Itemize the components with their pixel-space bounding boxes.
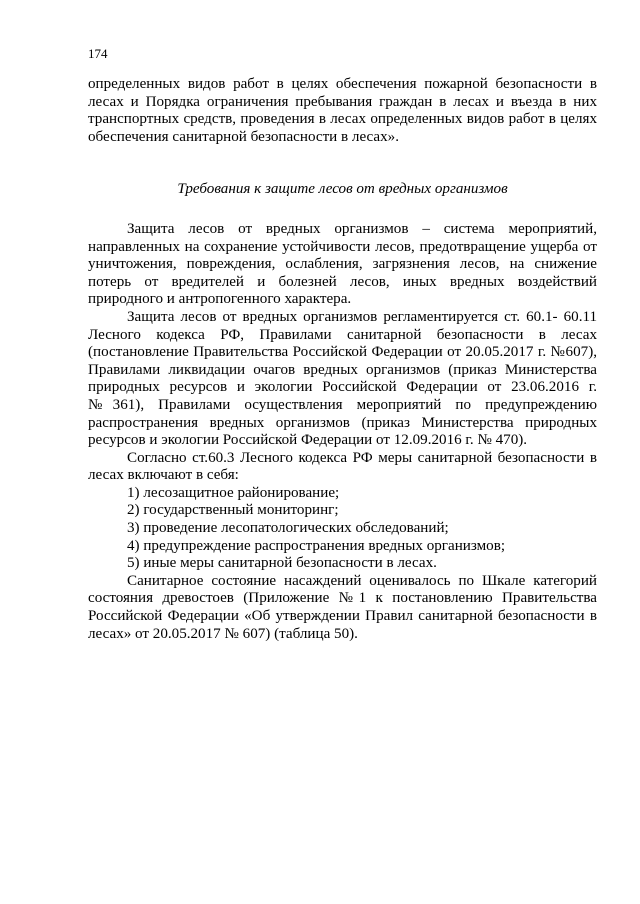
list-item: 5) иные меры санитарной безопасности в лесах. (127, 555, 437, 572)
page-number: 174 (88, 46, 108, 61)
paragraph-continuation: определенных видов работ в целях обеспечения пожарной безопасности в лесах и Порядка ограничения пребывания граждан в лесах и въезда в них транспортных средств, проведения в лесах определенных видов работ в целях обеспечения санитарной безопасности в лесах». (88, 76, 597, 145)
section-heading: Требования к защите лесов от вредных организмов (177, 181, 508, 198)
list-item: 4) предупреждение распространения вредных организмов; (127, 537, 506, 554)
paragraph-measures-intro: Согласно ст.60.3 Лесного кодекса РФ меры санитарной безопасности в лесах включают в себя: (88, 449, 597, 484)
list-item: 1) лесозащитное районирование; (127, 484, 340, 501)
list-item: 2) государственный мониторинг; (127, 502, 339, 519)
paragraph-definition: Защита лесов от вредных организмов – система мероприятий, направленных на сохранение устойчивости лесов, предотвращение ущерба от уничтожения, повреждения, ослабления, загрязнения лесов, на снижение потерь от вредителей и болезней лесов, иных вредных воздействий природного и антропогенного характера. (88, 220, 597, 308)
list-item: 3) проведение лесопатологических обследований; (127, 520, 449, 537)
paragraph-regulation: Защита лесов от вредных организмов регламентируется ст. 60.1- 60.11 Лесного кодекса РФ, Правилами санитарной безопасности в лесах (постановление Правительства Российской Федерации от 20.05.2017 г. №607), Правилами ликвидации очагов вредных организмов (приказ Министерства природных ресурсов и экологии Российской Федерации от 23.06.2016 г. №361), Правилами осуществления мероприятий по предупреждению распространения вредных организмов (приказ Министерства природных ресурсов и экологии Российской Федерации от 12.09.2016 г. № 470). (88, 308, 597, 449)
paragraph-sanitary-state: Санитарное состояние насаждений оценивалось по Шкале категорий состояния древостоев (Приложение №1 к постановлению Правительства Российской Федерации «Об утверждении Правил санитарной безопасности в лесах» от 20.05.2017 № 607) (таблица 50). (88, 572, 597, 642)
page-body (88, 76, 597, 643)
measures-list (88, 485, 597, 573)
